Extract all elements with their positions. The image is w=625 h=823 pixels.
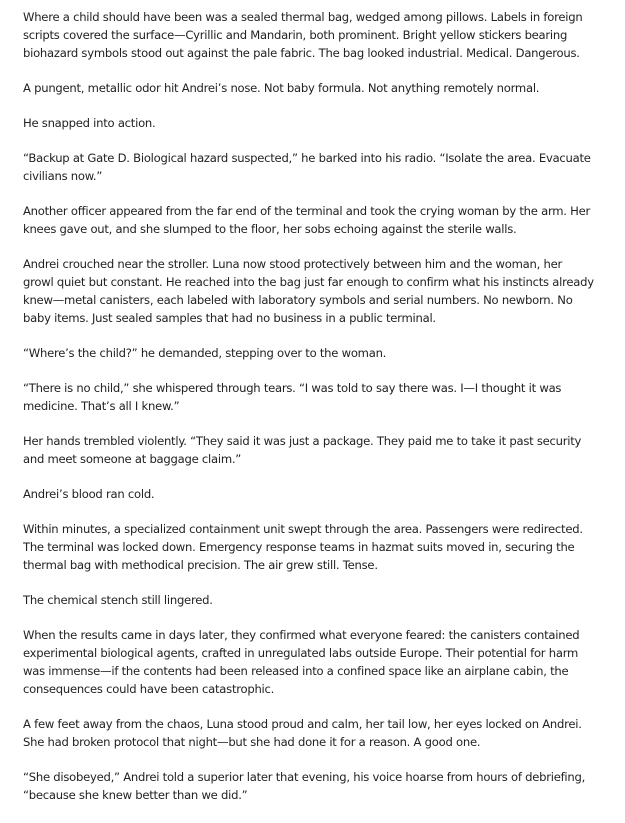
paragraph-2: A pungent, metallic odor hit Andrei’s nose. Not baby formula. Not anything remotely normal. — [23, 81, 540, 95]
paragraph-7: “Where’s the child?” he demanded, stepping over to the woman. — [23, 346, 387, 360]
article-body — [23, 8, 595, 821]
paragraph-1: Where a child should have been was a sealed thermal bag, wedged among pillows. Labels in foreign scripts covered the surface—Cyrillic and Mandarin, both prominent. Bright yellow stickers bearing biohazard symbols stood out against the pale fabric. The bag looked industrial. Medical. Dangerous. — [23, 10, 583, 60]
paragraph-12: The chemical stench still lingered. — [23, 593, 213, 607]
paragraph-9: Her hands trembled violently. “They said it was just a package. They paid me to take it past security and meet someone at baggage claim.” — [23, 434, 582, 466]
paragraph-3: He snapped into action. — [23, 116, 156, 130]
paragraph-14: A few feet away from the chaos, Luna stood proud and calm, her tail low, her eyes locked on Andrei. She had broken protocol that night—but she had done it for a reason. A good one. — [23, 717, 582, 749]
paragraph-4: “Backup at Gate D. Biological hazard suspected,” he barked into his radio. “Isolate the area. Evacuate civilians now.” — [23, 151, 591, 183]
paragraph-15: “She disobeyed,” Andrei told a superior later that evening, his voice hoarse from hours of debriefing, “because she knew better than we did.” — [23, 770, 586, 802]
paragraph-5: Another officer appeared from the far end of the terminal and took the crying woman by the arm. Her knees gave out, and she slumped to the floor, her sobs echoing against the sterile walls. — [23, 204, 591, 236]
paragraph-13: When the results came in days later, they confirmed what everyone feared: the canisters contained experimental biological agents, crafted in unregulated labs outside Europe. Their potential for harm was immense—if the contents had been released into a confined space like an airplane cabin, the consequences could have been catastrophic. — [23, 628, 580, 696]
paragraph-10: Andrei’s blood ran cold. — [23, 487, 155, 501]
paragraph-6: Andrei crouched near the stroller. Luna now stood protectively between him and the woman, her growl quiet but constant. He reached into the bag just far enough to confirm what his instincts already knew—metal canisters, each labeled with laboratory symbols and serial numbers. No newborn. No baby items. Just sealed samples that had no business in a public terminal. — [23, 257, 594, 325]
paragraph-8: “There is no child,” she whispered through tears. “I was told to say there was. I—I thought it was medicine. That’s all I knew.” — [23, 381, 562, 413]
paragraph-11: Within minutes, a specialized containment unit swept through the area. Passengers were redirected. The terminal was locked down. Emergency response teams in hazmat suits moved in, securing the thermal bag with methodical precision. The air grew still. Tense. — [23, 522, 583, 572]
